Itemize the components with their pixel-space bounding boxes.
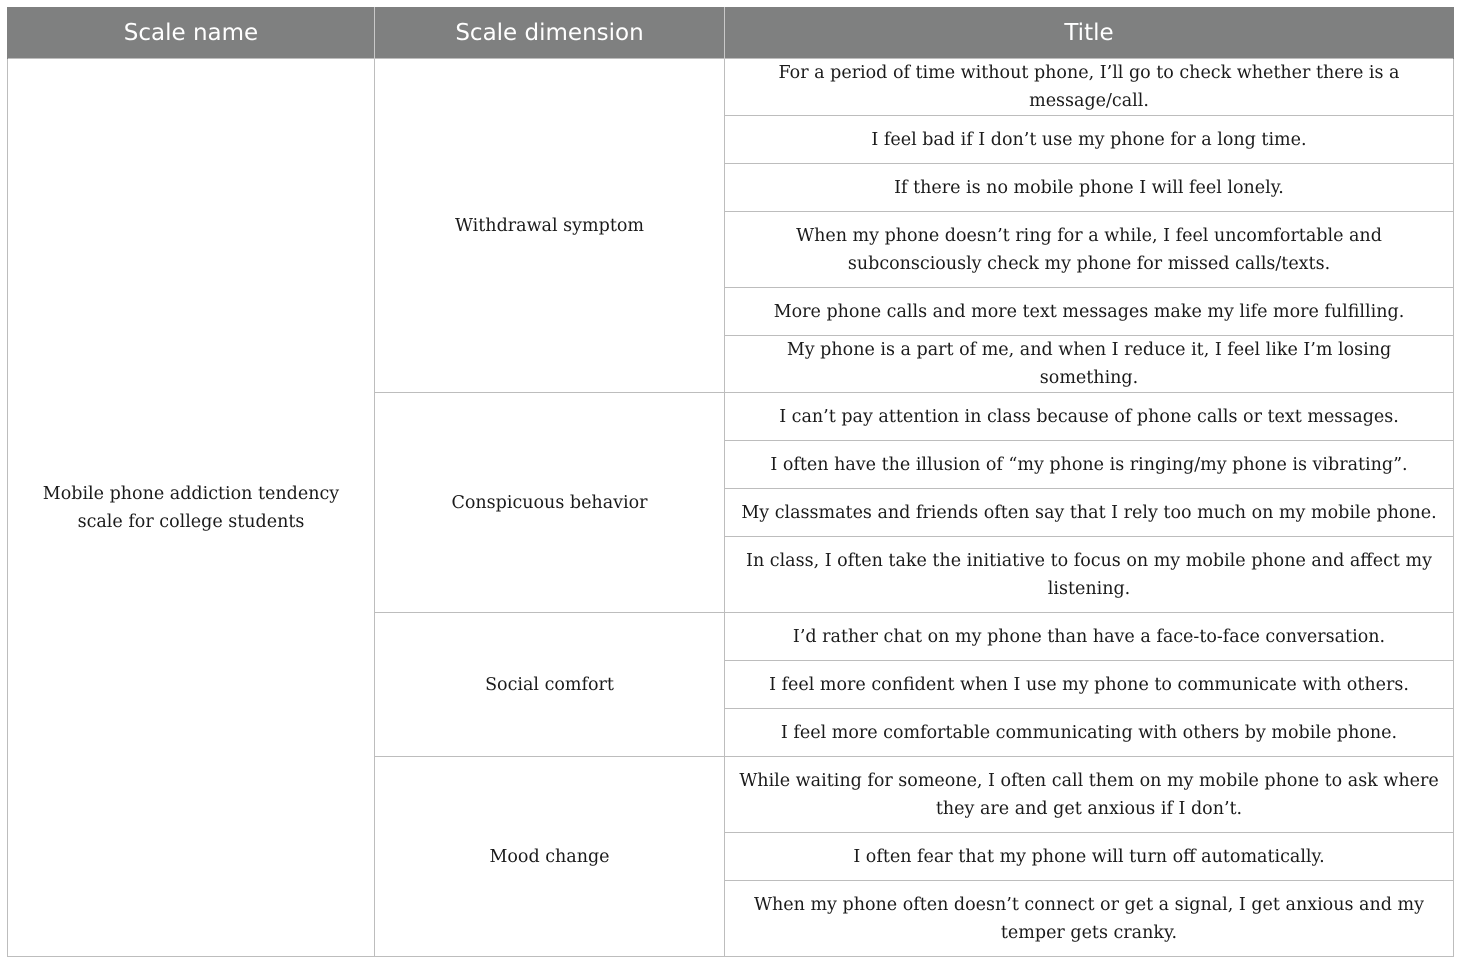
- item-cell: I often have the illusion of “my phone is ringing/my phone is vibrating”.: [725, 441, 1454, 489]
- item-cell: While waiting for someone, I often call them on my mobile phone to ask where they are and get anxious if I don’t.: [725, 757, 1454, 833]
- header-scale-name: Scale name: [8, 7, 375, 59]
- header-scale-dimension: Scale dimension: [375, 7, 725, 59]
- item-cell: I can’t pay attention in class because of phone calls or text messages.: [725, 393, 1454, 441]
- header-row: [8, 7, 1454, 59]
- item-cell: If there is no mobile phone I will feel lonely.: [725, 164, 1454, 212]
- table-header: [8, 7, 1454, 59]
- item-cell: I feel bad if I don’t use my phone for a long time.: [725, 116, 1454, 164]
- item-cell: My classmates and friends often say that I rely too much on my mobile phone.: [725, 489, 1454, 537]
- item-cell: I’d rather chat on my phone than have a face-to-face conversation.: [725, 613, 1454, 661]
- scale-table: [7, 7, 1454, 957]
- dimension-social-comfort: Social comfort: [375, 613, 725, 757]
- dimension-mood-change: Mood change: [375, 757, 725, 957]
- item-cell: More phone calls and more text messages make my life more fulfilling.: [725, 288, 1454, 336]
- table-body: [8, 59, 1454, 957]
- dimension-conspicuous-behavior: Conspicuous behavior: [375, 393, 725, 613]
- header-title: Title: [725, 7, 1454, 59]
- scale-name-cell: Mobile phone addiction tendency scale for college students: [8, 59, 375, 957]
- item-cell: My phone is a part of me, and when I reduce it, I feel like I’m losing something.: [725, 336, 1454, 393]
- item-cell: When my phone often doesn’t connect or get a signal, I get anxious and my temper gets cranky.: [725, 881, 1454, 957]
- item-cell: I feel more confident when I use my phone to communicate with others.: [725, 661, 1454, 709]
- item-cell: I often fear that my phone will turn off automatically.: [725, 833, 1454, 881]
- item-cell: When my phone doesn’t ring for a while, I feel uncomfortable and subconsciously check my phone for missed calls/texts.: [725, 212, 1454, 288]
- item-cell: In class, I often take the initiative to focus on my mobile phone and affect my listening.: [725, 537, 1454, 613]
- dimension-withdrawal-symptom: Withdrawal symptom: [375, 59, 725, 393]
- item-cell: For a period of time without phone, I’ll go to check whether there is a message/call.: [725, 59, 1454, 116]
- table-row: [8, 59, 1454, 116]
- item-cell: I feel more comfortable communicating with others by mobile phone.: [725, 709, 1454, 757]
